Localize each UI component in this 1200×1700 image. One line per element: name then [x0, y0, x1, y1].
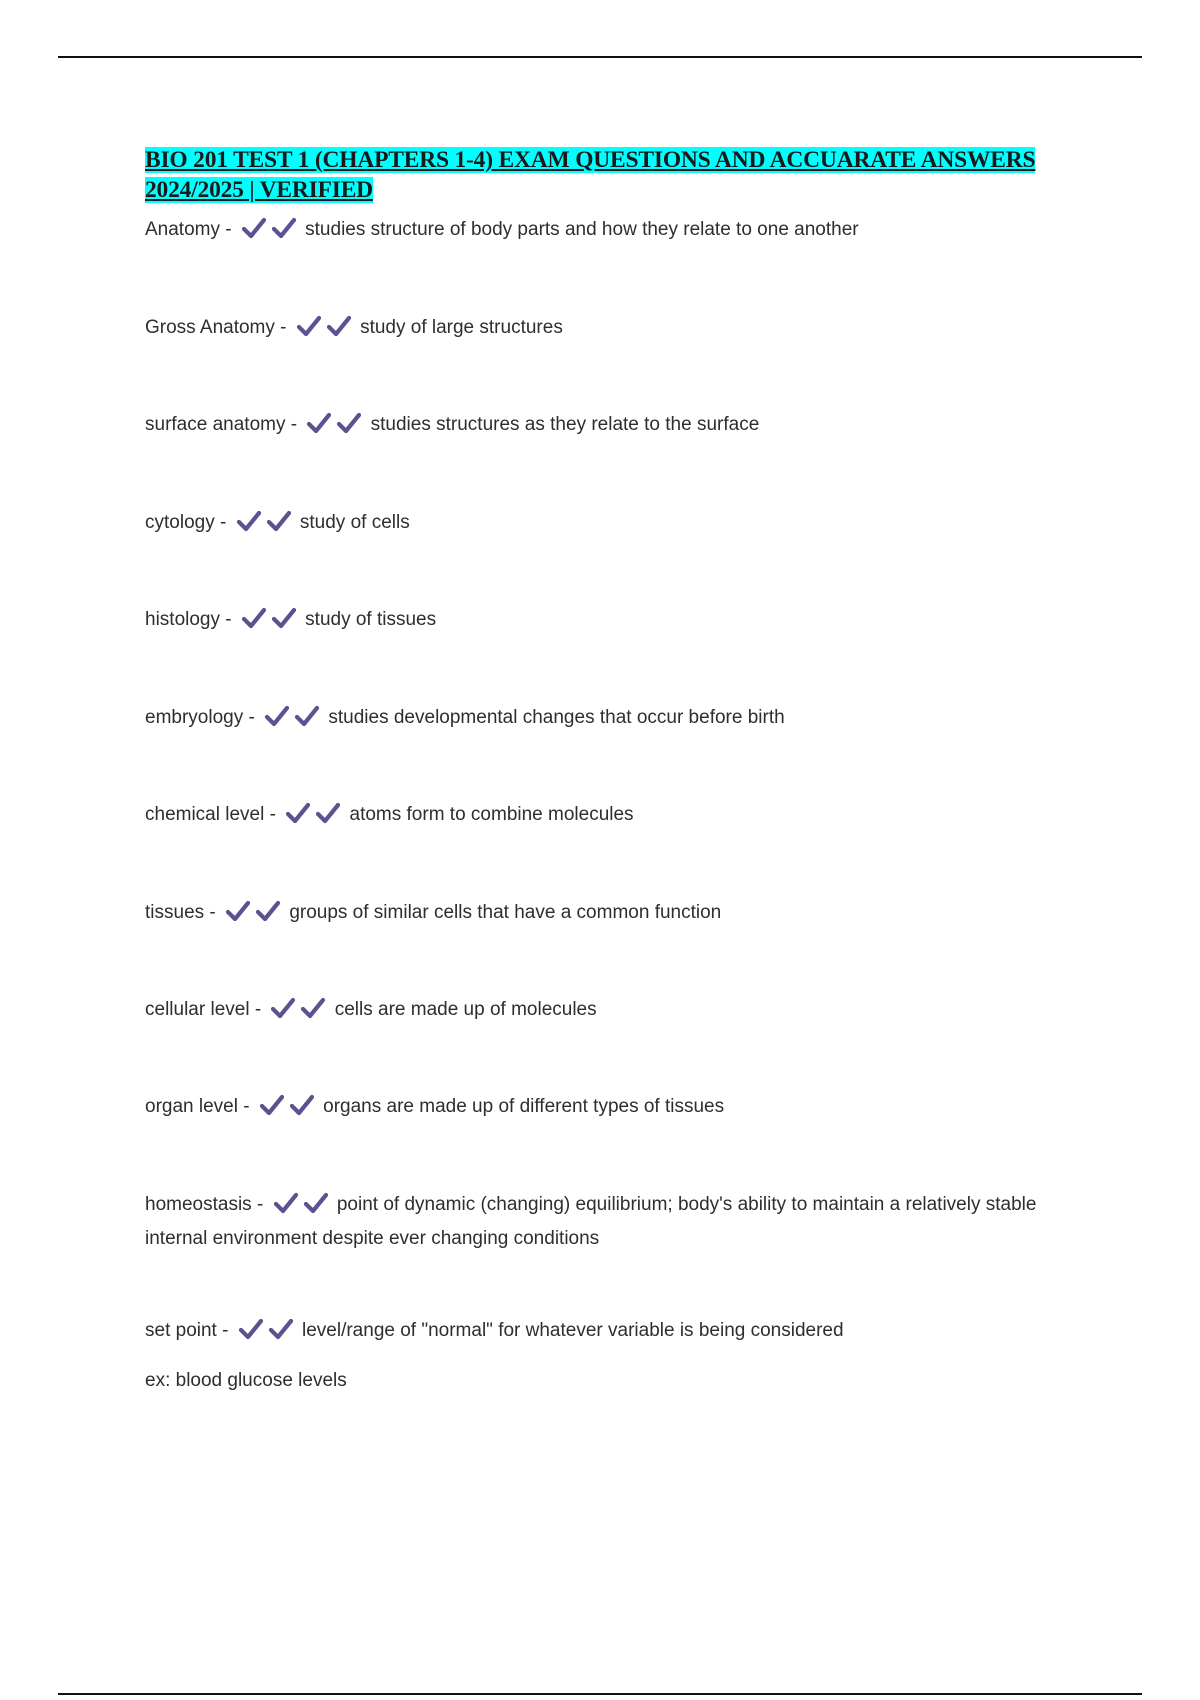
entry-definition: point of dynamic (changing) equilibrium; body's ability to maintain a relatively stable internal environment despite ever changing conditions: [145, 1194, 1037, 1249]
double-check-icon: [296, 315, 352, 347]
check-icon: [285, 802, 311, 824]
double-check-icon: [264, 705, 320, 737]
entry-term: cytology: [145, 512, 215, 533]
check-icon: [296, 315, 322, 337]
entry-definition: study of cells: [299, 512, 410, 533]
entry-term: cellular level: [145, 999, 250, 1020]
list-item: [145, 995, 1095, 1029]
entry-separator: -: [243, 1096, 250, 1117]
list-item: [145, 703, 1095, 737]
entry-term: Anatomy: [145, 219, 220, 240]
entry-separator: -: [219, 512, 227, 533]
check-icon: [241, 607, 267, 629]
check-icon: [294, 705, 320, 727]
entry-term: surface anatomy: [145, 414, 286, 435]
double-check-icon: [273, 1192, 329, 1224]
entry-separator: -: [254, 999, 262, 1020]
check-icon: [259, 1094, 285, 1116]
entry-definition: studies structure of body parts and how they relate to one another: [305, 219, 859, 240]
double-check-icon: [241, 217, 297, 249]
list-item: [145, 1190, 1095, 1254]
check-icon: [300, 997, 326, 1019]
double-check-icon: [236, 510, 292, 542]
entry-example-note: ex: blood glucose levels: [145, 1370, 347, 1391]
entry-separator: -: [222, 1320, 229, 1341]
document-body: [145, 145, 1095, 1396]
list-item: [145, 215, 1095, 249]
check-icon: [236, 510, 262, 532]
entry-separator: -: [269, 804, 276, 825]
entry-definition: groups of similar cells that have a common function: [289, 902, 722, 923]
check-icon: [268, 1318, 294, 1340]
entry-term: Gross Anatomy: [145, 317, 275, 338]
entry-term: homeostasis: [145, 1194, 252, 1215]
check-icon: [270, 997, 296, 1019]
list-item: [145, 898, 1095, 932]
check-icon: [264, 705, 290, 727]
list-item: [145, 800, 1095, 834]
double-check-icon: [241, 607, 297, 639]
check-icon: [336, 412, 362, 434]
entry-definition: cells are made up of molecules: [334, 999, 597, 1020]
entry-definition: studies structures as they relate to the surface: [370, 414, 760, 435]
double-check-icon: [270, 997, 326, 1029]
entry-term: embryology: [145, 707, 244, 728]
check-icon: [238, 1318, 264, 1340]
document-title: [145, 145, 1095, 205]
entry-separator: -: [209, 902, 216, 923]
check-icon: [289, 1094, 315, 1116]
entry-separator: -: [280, 317, 287, 338]
check-icon: [326, 315, 352, 337]
entry-term: chemical level: [145, 804, 265, 825]
entry-term: histology: [145, 609, 220, 630]
double-check-icon: [225, 900, 281, 932]
check-icon: [303, 1192, 329, 1214]
entry-definition: study of tissues: [305, 609, 437, 630]
check-icon: [255, 900, 281, 922]
title-highlight: BIO 201 TEST 1 (CHAPTERS 1-4) EXAM QUESTIONS AND ACCUARATE ANSWERS 2024/2025 | VERIFIED: [145, 147, 1036, 203]
entry-separator: -: [290, 414, 298, 435]
list-item: [145, 1316, 1095, 1350]
entry-definition: atoms form to combine molecules: [349, 804, 634, 825]
check-icon: [241, 217, 267, 239]
list-item: [145, 410, 1095, 444]
check-icon: [306, 412, 332, 434]
double-check-icon: [285, 802, 341, 834]
header-rule: [58, 56, 1142, 58]
list-item: [145, 313, 1095, 347]
entry-definition: organs are made up of different types of tissues: [323, 1096, 725, 1117]
entry-definition: level/range of "normal" for whatever variable is being considered: [302, 1320, 844, 1341]
list-item: [145, 605, 1095, 639]
entry-separator: -: [225, 609, 232, 630]
entry-separator: -: [256, 1194, 264, 1215]
double-check-icon: [259, 1094, 315, 1126]
check-icon: [225, 900, 251, 922]
entry-definition: study of large structures: [360, 317, 563, 338]
check-icon: [273, 1192, 299, 1214]
entry-definition: studies developmental changes that occur before birth: [328, 707, 785, 728]
check-icon: [271, 607, 297, 629]
entry-term: tissues: [145, 902, 205, 923]
double-check-icon: [306, 412, 362, 444]
entry-separator: -: [225, 219, 232, 240]
check-icon: [266, 510, 292, 532]
double-check-icon: [238, 1318, 294, 1350]
list-item: [145, 508, 1095, 542]
entry-term: organ level: [145, 1096, 238, 1117]
entry-term: set point: [145, 1320, 217, 1341]
entry-list: [145, 215, 1095, 1396]
check-icon: [315, 802, 341, 824]
list-item: [145, 1092, 1095, 1126]
check-icon: [271, 217, 297, 239]
footer-rule: [58, 1693, 1142, 1695]
entry-separator: -: [248, 707, 255, 728]
